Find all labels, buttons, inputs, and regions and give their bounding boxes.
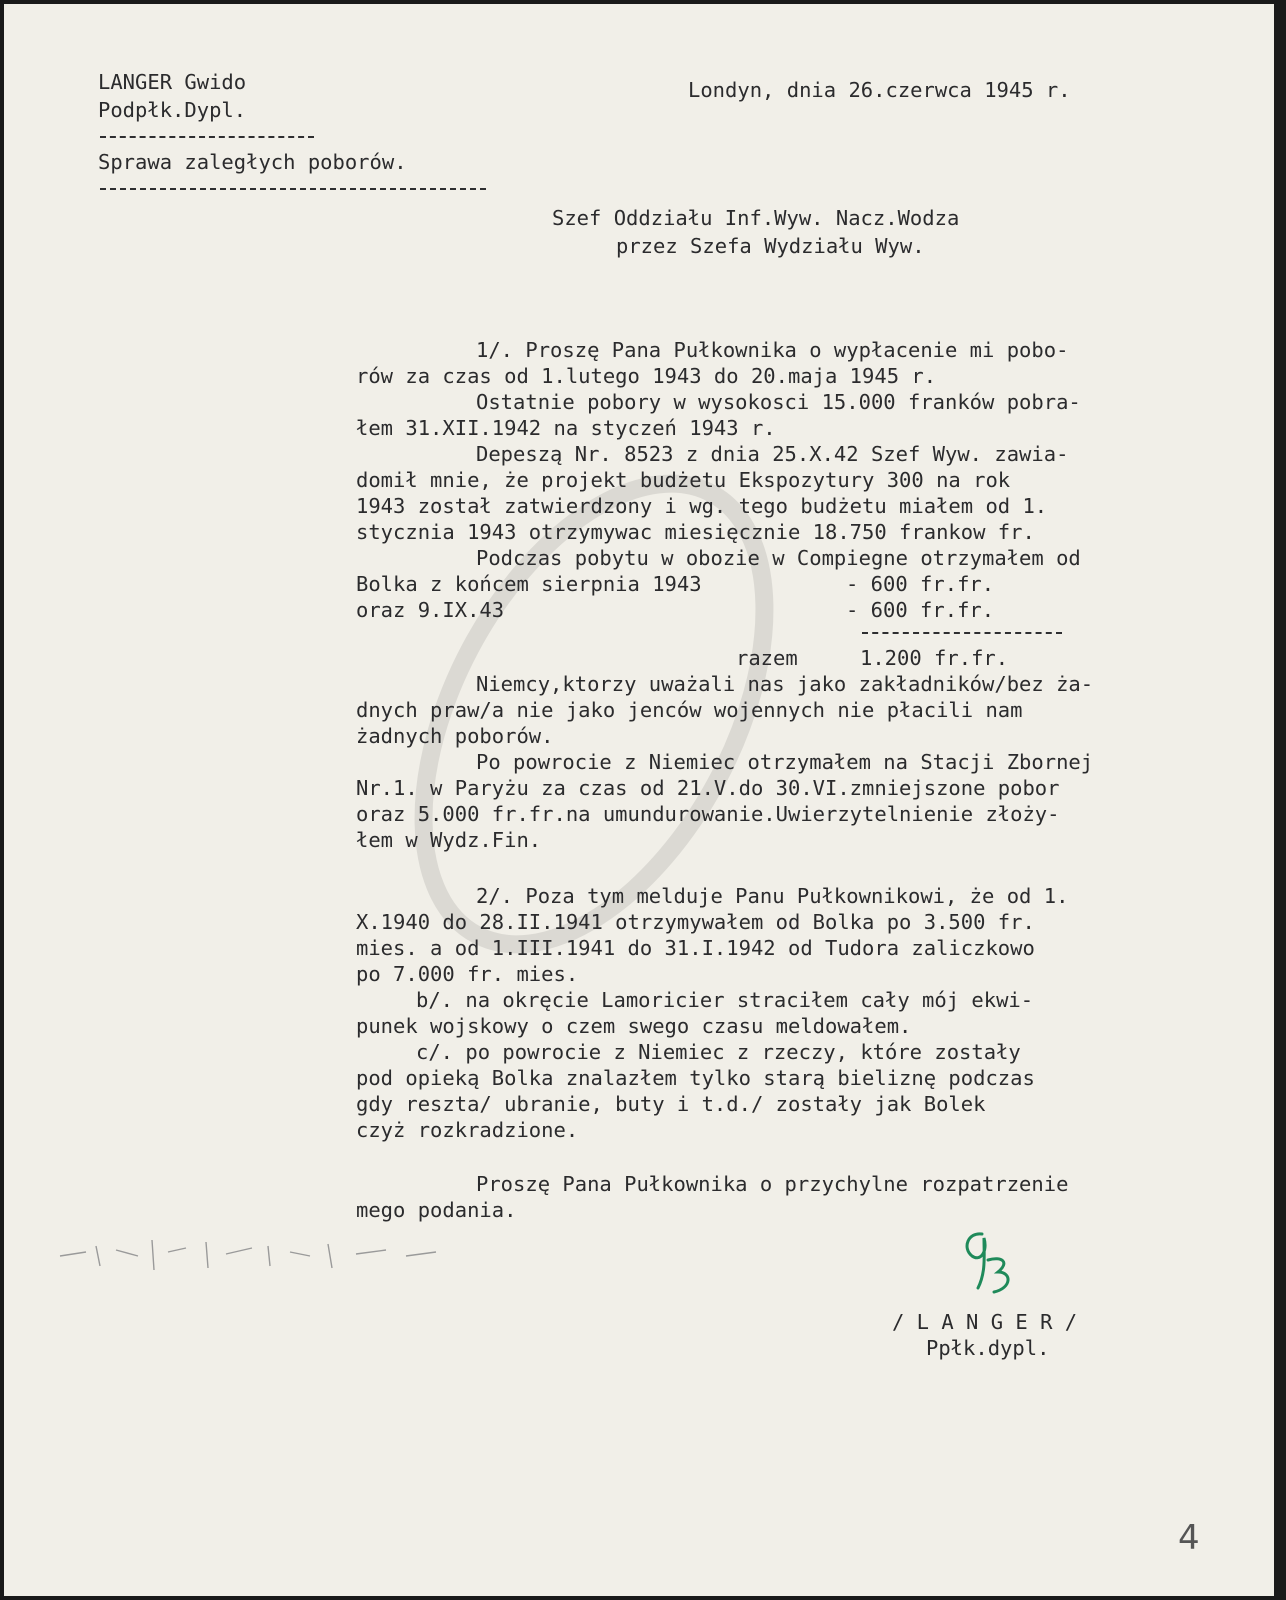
letter-page <box>4 4 1274 1596</box>
page-number: 4 <box>1178 1518 1200 1558</box>
pencil-marks <box>56 1226 476 1276</box>
payment-amount: - 600 fr.fr. <box>846 572 995 596</box>
sender-rank: Podpłk.Dypl. <box>98 98 247 122</box>
body-line: X.1940 do 28.II.1941 otrzymywałem od Bolka po 3.500 fr. <box>356 910 1035 934</box>
body-line: 1943 został zatwierdzony i wg. tego budżetu miałem od 1. <box>356 494 1048 518</box>
body-line: łem 31.XII.1942 na styczeń 1943 r. <box>356 416 776 440</box>
signature-name: / L A N G E R / <box>892 1310 1078 1334</box>
sender-name: LANGER Gwido <box>98 70 247 94</box>
body-line: stycznia 1943 otrzymywac miesięcznie 18.750 frankow fr. <box>356 520 1035 544</box>
body-line: rów za czas od 1.lutego 1943 do 20.maja 1945 r. <box>356 364 937 388</box>
body-line: łem w Wydz.Fin. <box>356 828 542 852</box>
body-line: Nr.1. w Paryżu za czas od 21.V.do 30.VI.zmniejszone pobor <box>356 776 1060 800</box>
body-line: c/. po powrocie z Niemiec z rzeczy, które zostały <box>416 1040 1021 1064</box>
body-line: Podczas pobytu w obozie w Compiegne otrzymałem od <box>476 546 1081 570</box>
body-line: żadnych poborów. <box>356 724 554 748</box>
body-line: Po powrocie z Niemiec otrzymałem na Stacji Zbornej <box>476 750 1094 774</box>
place-date: Londyn, dnia 26.czerwca 1945 r. <box>688 78 1071 102</box>
closing-line: Proszę Pana Pułkownika o przychylne rozpatrzenie <box>476 1172 1069 1196</box>
body-line: 2/. Poza tym melduje Panu Pułkownikowi, że od 1. <box>476 884 1069 908</box>
body-line: punek wojskowy o czem swego czasu meldowałem. <box>356 1014 912 1038</box>
sum-amount: 1.200 fr.fr. <box>860 646 1009 670</box>
payment-desc: oraz 9.IX.43 <box>356 598 505 622</box>
addressee-line-1: Szef Oddziału Inf.Wyw. Nacz.Wodza <box>552 206 960 230</box>
sum-divider <box>862 632 1062 634</box>
signature-rank: Ppłk.dypl. <box>926 1336 1050 1360</box>
body-line: pod opieką Bolka znalazłem tylko starą bieliznę podczas <box>356 1066 1035 1090</box>
addressee-line-2: przez Szefa Wydziału Wyw. <box>616 234 925 258</box>
payment-desc: Bolka z końcem sierpnia 1943 <box>356 572 702 596</box>
body-line: Ostatnie pobory w wysokosci 15.000 franków pobra- <box>476 390 1081 414</box>
body-line: domił mnie, że projekt budżetu Ekspozytury 300 na rok <box>356 468 1011 492</box>
body-line: mies. a od 1.III.1941 do 31.I.1942 od Tudora zaliczkowo <box>356 936 1035 960</box>
body-line: b/. na okręcie Lamoricier straciłem cały mój ekwi- <box>416 988 1034 1012</box>
body-line: gdy reszta/ ubranie, buty i t.d./ zostały jak Bolek <box>356 1092 986 1116</box>
body-line: oraz 5.000 fr.fr.na umundurowanie.Uwierzytelnienie złoży- <box>356 802 1060 826</box>
body-line: 1/. Proszę Pana Pułkownika o wypłacenie mi pobo- <box>476 338 1069 362</box>
body-line: Depeszą Nr. 8523 z dnia 25.X.42 Szef Wyw. zawia- <box>476 442 1069 466</box>
payment-amount: - 600 fr.fr. <box>846 598 995 622</box>
closing-line: mego podania. <box>356 1198 517 1222</box>
body-line: Niemcy,ktorzy uważali nas jako zakładników/bez ża- <box>476 672 1094 696</box>
header-divider-short <box>100 136 314 138</box>
handwritten-initials <box>954 1226 1024 1306</box>
body-line: czyż rozkradzione. <box>356 1118 579 1142</box>
body-line: po 7.000 fr. mies. <box>356 962 579 986</box>
body-line: dnych praw/a nie jako jenców wojennych nie płacili nam <box>356 698 1023 722</box>
sum-label: razem <box>736 646 798 670</box>
subject-line: Sprawa zaległych poborów. <box>98 150 407 174</box>
header-divider-long <box>100 188 486 190</box>
